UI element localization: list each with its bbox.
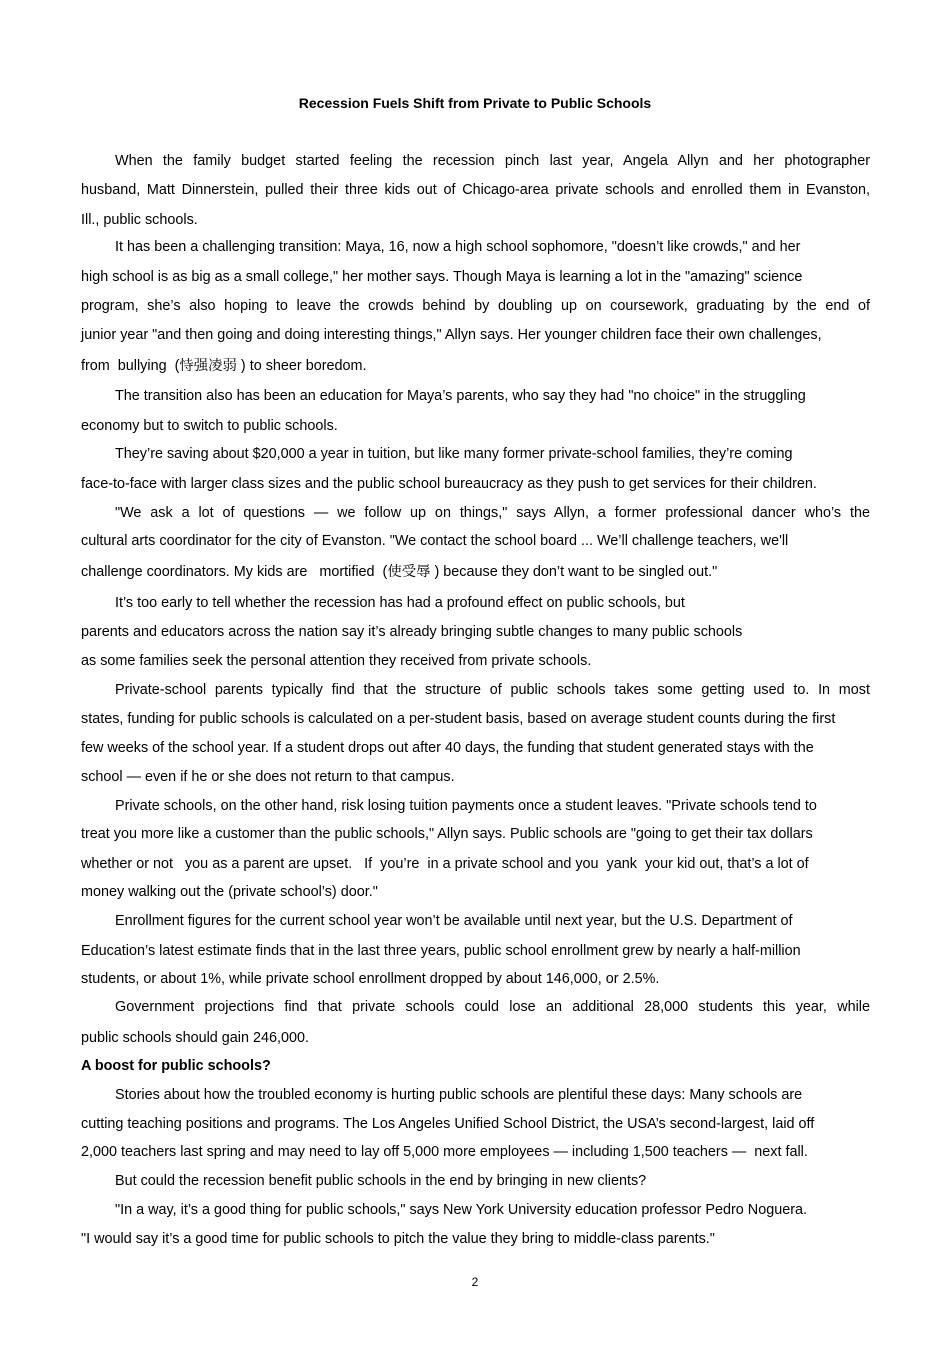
paragraph-line: It’s too early to tell whether the recession has had a profound effect on public schools, but <box>115 595 685 611</box>
paragraph-line: few weeks of the school year. If a student drops out after 40 days, the funding that student generated stays with the <box>81 740 814 756</box>
paragraph-line: junior year "and then going and doing interesting things," Allyn says. Her younger children face their own challenges, <box>81 327 822 343</box>
paragraph-line: cutting teaching positions and programs. The Los Angeles Unified School District, the USA’s second-largest, laid off <box>81 1116 815 1132</box>
paragraph-line: school — even if he or she does not return to that campus. <box>81 769 455 785</box>
paragraph-line: whether or not you as a parent are upset. If you’re in a private school and you yank your kid out, that’s a lot of <box>81 856 809 872</box>
paragraph-line: Enrollment figures for the current school year won’t be available until next year, but the U.S. Department of <box>115 913 793 929</box>
paragraph-line: students, or about 1%, while private school enrollment dropped by about 146,000, or 2.5%. <box>81 971 660 987</box>
paragraph-line: "We ask a lot of questions — we follow up on things," says Allyn, a former professional dancer who’s the <box>115 505 870 521</box>
paragraph-line: Ill., public schools. <box>81 212 198 228</box>
paragraph-line: treat you more like a customer than the public schools," Allyn says. Public schools are "going to get their tax dollars <box>81 826 813 842</box>
paragraph-line: face-to-face with larger class sizes and the public school bureaucracy as they push to get services for their children. <box>81 476 817 492</box>
paragraph-line: challenge coordinators. My kids are mortified (使受辱 ) because they don’t want to be singled out." <box>81 564 718 580</box>
paragraph-line: 2,000 teachers last spring and may need to lay off 5,000 more employees — including 1,500 teachers — next fall. <box>81 1144 808 1160</box>
article-title: Recession Fuels Shift from Private to Public Schools <box>298 95 652 111</box>
paragraph-line: When the family budget started feeling the recession pinch last year, Angela Allyn and her photographer <box>115 153 870 169</box>
paragraph-line: parents and educators across the nation say it’s already bringing subtle changes to many public schools <box>81 624 743 640</box>
paragraph-line: cultural arts coordinator for the city of Evanston. "We contact the school board ... We’ll challenge teachers, we'll <box>81 533 789 549</box>
paragraph-line: husband, Matt Dinnerstein, pulled their three kids out of Chicago-area private schools and enrolled them in Evanston, <box>81 182 870 198</box>
paragraph-line: It has been a challenging transition: Maya, 16, now a high school sophomore, "doesn’t like crowds," and her <box>115 239 801 255</box>
paragraph-line: Private-school parents typically find that the structure of public schools takes some getting used to. In most <box>115 682 870 698</box>
paragraph-line: Private schools, on the other hand, risk losing tuition payments once a student leaves. "Private schools tend to <box>115 798 817 814</box>
paragraph-line: states, funding for public schools is calculated on a per-student basis, based on average student counts during the first <box>81 711 836 727</box>
paragraph-line: "In a way, it’s a good thing for public schools," says New York University education professor Pedro Noguera. <box>115 1202 807 1218</box>
paragraph-line: Education’s latest estimate finds that in the last three years, public school enrollment grew by nearly a half-million <box>81 943 801 959</box>
paragraph-line: Stories about how the troubled economy is hurting public schools are plentiful these days: Many schools are <box>115 1087 803 1103</box>
paragraph-line: high school is as big as a small college," her mother says. Though Maya is learning a lot in the "amazing" science <box>81 269 803 285</box>
paragraph-line: money walking out the (private school’s) door." <box>81 884 378 900</box>
paragraph-line: The transition also has been an education for Maya’s parents, who say they had "no choice" in the struggling <box>115 388 806 404</box>
paragraph-line: program, she’s also hoping to leave the crowds behind by doubling up on coursework, graduating by the end of <box>81 298 870 314</box>
paragraph-line: Government projections find that private schools could lose an additional 28,000 students this year, while <box>115 999 870 1015</box>
paragraph-line: "I would say it’s a good time for public schools to pitch the value they bring to middle-class parents." <box>81 1231 715 1247</box>
paragraph-line: economy but to switch to public schools. <box>81 418 338 434</box>
paragraph-line: They’re saving about $20,000 a year in tuition, but like many former private-school families, they’re coming <box>115 446 793 462</box>
page-number: 2 <box>471 1275 479 1289</box>
paragraph-line: public schools should gain 246,000. <box>81 1030 310 1046</box>
paragraph-line: from bullying (恃强凌弱 ) to sheer boredom. <box>81 358 367 374</box>
paragraph-line: as some families seek the personal attention they received from private schools. <box>81 653 592 669</box>
paragraph-line: But could the recession benefit public schools in the end by bringing in new clients? <box>115 1173 647 1189</box>
section-heading: A boost for public schools? <box>81 1058 271 1074</box>
